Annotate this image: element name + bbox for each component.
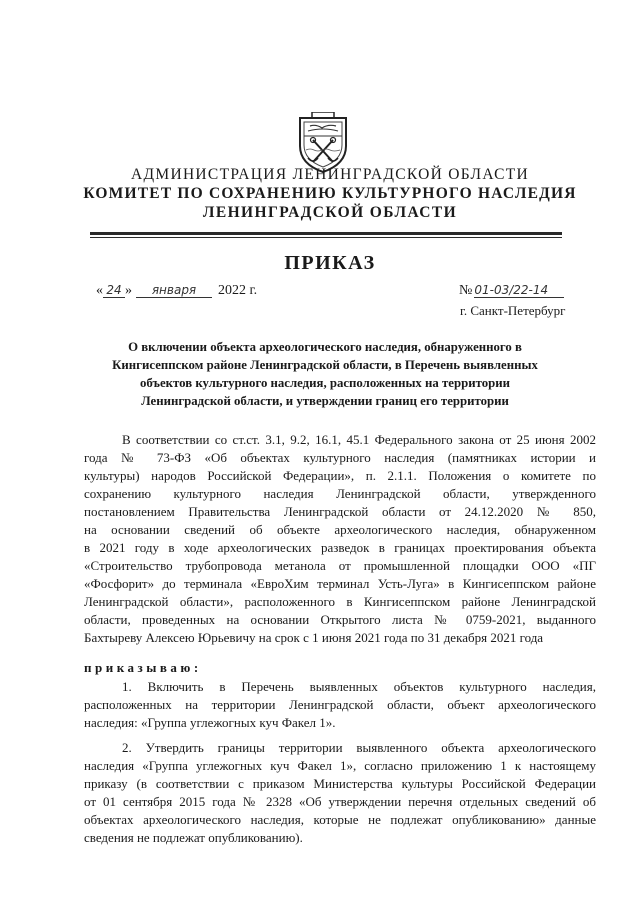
title-line: О включении объекта археологического наследия, обнаруженного в <box>128 340 522 354</box>
title-line: Ленинградской области, и утверждении границ его территории <box>141 394 509 408</box>
date-day: 24 <box>103 283 125 298</box>
item1-line: 1. Включить в Перечень выявленных объектов культурного наследия, <box>122 679 596 694</box>
number-sign: № <box>459 283 473 298</box>
preamble-line: «Фосфорит» до терминала «ЕвроХим терминал Усть-Луга» в Кингисеппском районе <box>84 576 596 591</box>
item2-line: объектах археологического наследия, которые не подлежат опубликованию» данные <box>84 812 596 827</box>
item2-line: приказу (в соответствии с приказом Министерства культуры Российской Федерации <box>84 776 596 791</box>
preamble-line: Ленинградской области», расположенного в Кингисеппском районе Ленинградской <box>84 594 596 609</box>
number-value: 01-03/22-14 <box>474 283 564 298</box>
coat-of-arms-icon <box>296 112 350 174</box>
preamble-line: культуры) народов Российской Федерации», п. 2.1.1. Положения о комитете по <box>84 468 596 483</box>
document-type: ПРИКАЗ <box>284 252 376 274</box>
date-close-quote: » <box>125 283 132 298</box>
item2-line: 2. Утвердить границы территории выявленного объекта археологического <box>122 740 596 755</box>
date-year: 2022 г. <box>218 283 258 298</box>
preamble-line: «Строительство трубопровода метанола от промышленной площадки ООО «ПГ <box>84 558 596 573</box>
document-number <box>459 283 564 299</box>
item2-line: сведения не подлежат опубликованию). <box>84 830 303 845</box>
title-line: объектов культурного наследия, расположенных на территории <box>140 376 510 390</box>
preamble-line: в 2021 году в ходе археологических разведок в границах проектирования объекта <box>84 540 596 555</box>
header-region: ЛЕНИНГРАДСКОЙ ОБЛАСТИ <box>202 204 458 221</box>
date-month: января <box>136 283 212 298</box>
preamble-line: сохранению культурного наследия Ленинградской области, утвержденного <box>84 486 596 501</box>
header-administration: АДМИНИСТРАЦИЯ ЛЕНИНГРАДСКОЙ ОБЛАСТИ <box>131 166 529 183</box>
item2-line: от 01 сентября 2015 года № 2328 «Об утверждении перечня отдельных сведений об <box>84 794 596 809</box>
header-divider-thick <box>90 232 562 235</box>
preamble-line: В соответствии со ст.ст. 3.1, 9.2, 16.1, 45.1 Федерального закона от 25 июня 2002 <box>122 432 596 447</box>
preamble-line: года № 73-ФЗ «Об объектах культурного наследия (памятниках истории и <box>84 450 596 465</box>
header-committee: КОМИТЕТ ПО СОХРАНЕНИЮ КУЛЬТУРНОГО НАСЛЕДИЯ <box>83 185 577 202</box>
date-open-quote: « <box>96 283 103 298</box>
document-date <box>96 283 257 299</box>
orders-heading: приказываю: <box>84 660 202 675</box>
item1-line: наследия: «Группа углежогных куч Факел 1». <box>84 715 336 730</box>
document-city: г. Санкт-Петербург <box>460 303 566 318</box>
title-line: Кингисеппском районе Ленинградской области, в Перечень выявленных <box>112 358 538 372</box>
preamble-line: на основании сведений об объекте археологического наследия, обнаруженном <box>84 522 596 537</box>
item2-line: наследия «Группа углежогных куч Факел 1», согласно приложению 1 к настоящему <box>84 758 596 773</box>
preamble-line: области, проведенных на основании Открытого листа № 0759-2021, выданного <box>84 612 596 627</box>
preamble-line: постановлением Правительства Ленинградской области от 24.12.2020 № 850, <box>84 504 596 519</box>
header-divider-thin <box>90 237 562 238</box>
item1-line: расположенных на территории Ленинградской области, объект археологического <box>84 697 596 712</box>
preamble-line: Бахтыреву Алексею Юрьевичу на срок с 1 июня 2021 года по 31 декабря 2021 года <box>84 630 544 645</box>
